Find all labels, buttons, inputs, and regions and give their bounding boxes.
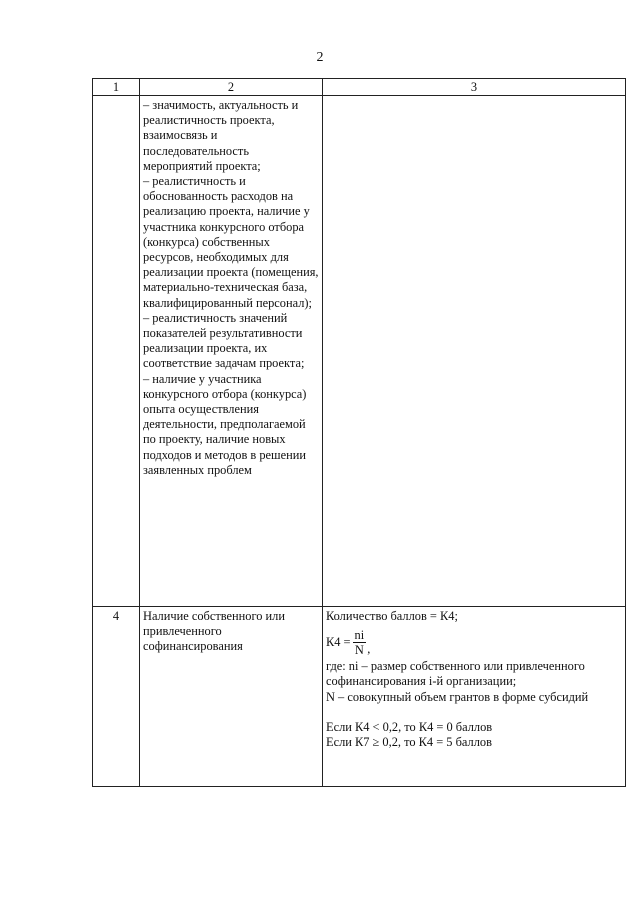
formula-denominator: N	[354, 643, 364, 658]
condition-low: Если К4 < 0,2, то К4 = 0 баллов	[326, 719, 493, 734]
criterion-experience: – наличие у участника конкурсного отбора (конкурса) опыта осуществления деятельности, предполагаемой по проекту, наличие новых подходов и методов в решении заявленных проблем	[143, 371, 307, 477]
table-row	[93, 607, 626, 787]
formula-n-definition: N – совокупный объем грантов в форме субсидий	[326, 689, 589, 704]
row-number: 4	[93, 607, 140, 787]
header-col-3: 3	[323, 79, 626, 96]
formula-fraction	[353, 628, 367, 657]
scoring-cell	[323, 607, 626, 787]
condition-high: Если К7 ≥ 0,2, то К4 = 5 баллов	[326, 735, 492, 750]
formula-numerator: ni	[354, 628, 365, 643]
header-col-2: 2	[140, 79, 323, 96]
criterion-cofinancing: Наличие собственного или привлеченного софинансирования	[140, 607, 323, 787]
criteria-cell	[140, 96, 323, 607]
criterion-significance: – значимость, актуальность и реалистичность проекта, взаимосвязь и последовательность мероприятий проекта;	[143, 98, 299, 173]
formula-tail: ,	[367, 642, 371, 656]
table-row	[93, 96, 626, 607]
table-header-row	[93, 79, 626, 96]
formula-where: где: ni – размер собственного или привлеченного софинансирования i-й организации;	[326, 659, 585, 689]
criterion-expenses: – реалистичность и обоснованность расходов на реализацию проекта, наличие у участника конкурсного отбора (конкурса) собственных ресурсов, необходимых для реализации проекта (помещения, материально-техническая база, квалифицированный персонал);	[143, 174, 319, 310]
criterion-indicators: – реалистичность значений показателей результативности реализации проекта, их соответствие задачам проекта;	[143, 310, 305, 371]
k4-formula	[326, 628, 622, 657]
header-col-1: 1	[93, 79, 140, 96]
scoring-cell-empty	[323, 96, 626, 607]
row-number	[93, 96, 140, 607]
score-definition: Количество баллов = К4;	[326, 609, 458, 623]
criteria-table	[92, 78, 626, 787]
page-number: 2	[316, 50, 324, 65]
formula-lhs: К4 =	[326, 635, 351, 650]
